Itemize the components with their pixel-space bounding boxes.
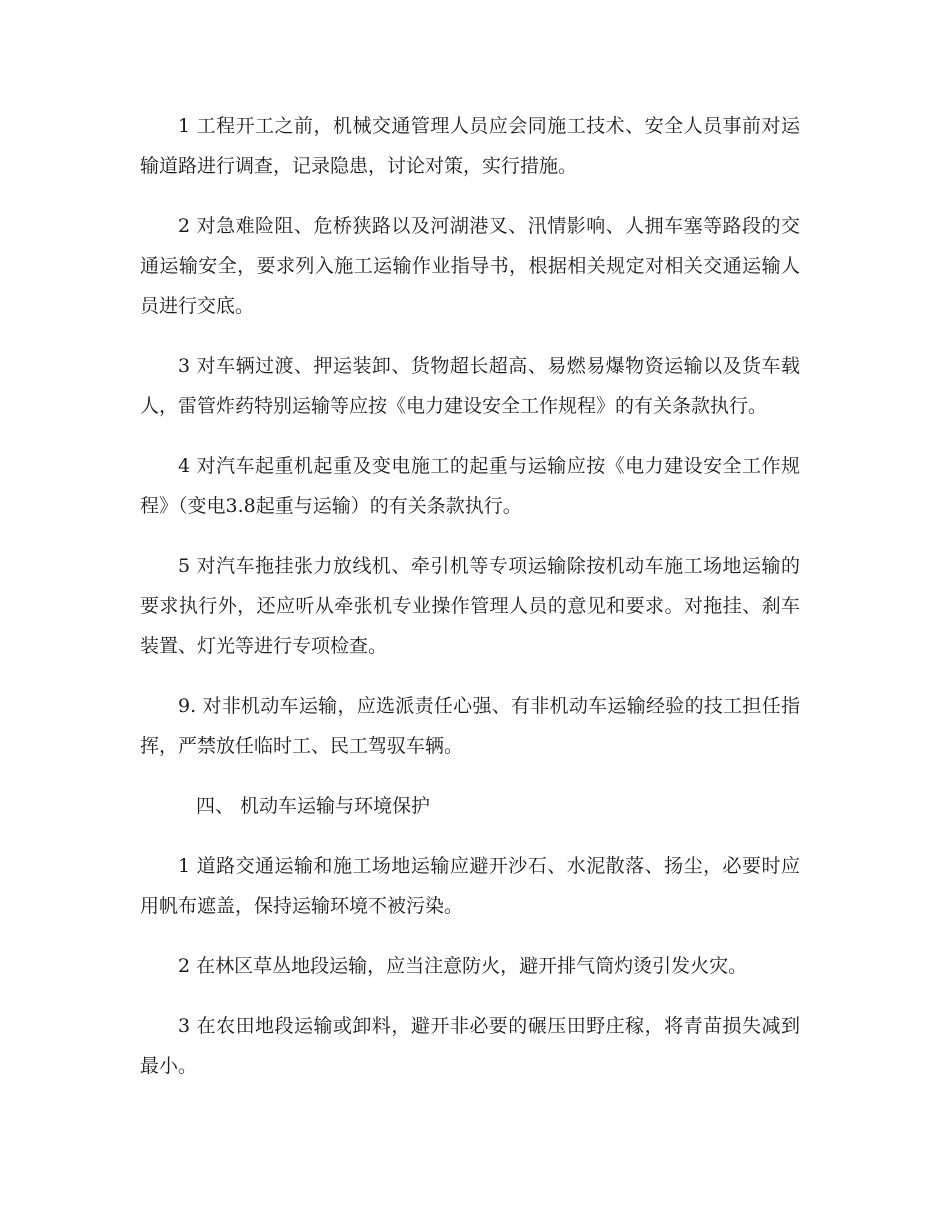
paragraph-1: 1 工程开工之前，机械交通管理人员应会同施工技术、安全人员事前对运输道路进行调查，记录隐患，讨论对策，实行措施。 xyxy=(140,115,800,177)
section-heading: 四、 机动车运输与环境保护 xyxy=(196,795,431,817)
section-paragraph-3: 3 在农田地段运输或卸料，避开非必要的碾压田野庄稼，将青苗损失减到最小。 xyxy=(140,1015,800,1077)
paragraph-9: 9. 对非机动车运输，应选派责任心强、有非机动车运输经验的技工担任指挥，严禁放任临时工、民工驾驭车辆。 xyxy=(140,695,800,757)
paragraph-4: 4 对汽车起重机起重及变电施工的起重与运输应按《电力建设安全工作规程》（变电3.8起重与运输）的有关条款执行。 xyxy=(140,455,800,517)
document-page xyxy=(140,106,800,1106)
paragraph-2: 2 对急难险阻、危桥狭路以及河湖港叉、汛情影响、人拥车塞等路段的交通运输安全，要求列入施工运输作业指导书，根据相关规定对相关交通运输人员进行交底。 xyxy=(140,215,800,317)
paragraph-3: 3 对车辆过渡、押运装卸、货物超长超高、易燃易爆物资运输以及货车载人，雷管炸药特别运输等应按《电力建设安全工作规程》的有关条款执行。 xyxy=(140,355,800,417)
paragraph-5: 5 对汽车拖挂张力放线机、牵引机等专项运输除按机动车施工场地运输的要求执行外，还应听从牵张机专业操作管理人员的意见和要求。对拖挂、刹车装置、灯光等进行专项检查。 xyxy=(140,555,800,657)
section-paragraph-1: 1 道路交通运输和施工场地运输应避开沙石、水泥散落、扬尘，必要时应用帆布遮盖，保持运输环境不被污染。 xyxy=(140,855,800,917)
section-paragraph-2: 2 在林区草丛地段运输，应当注意防火，避开排气筒灼烫引发火灾。 xyxy=(178,955,748,977)
